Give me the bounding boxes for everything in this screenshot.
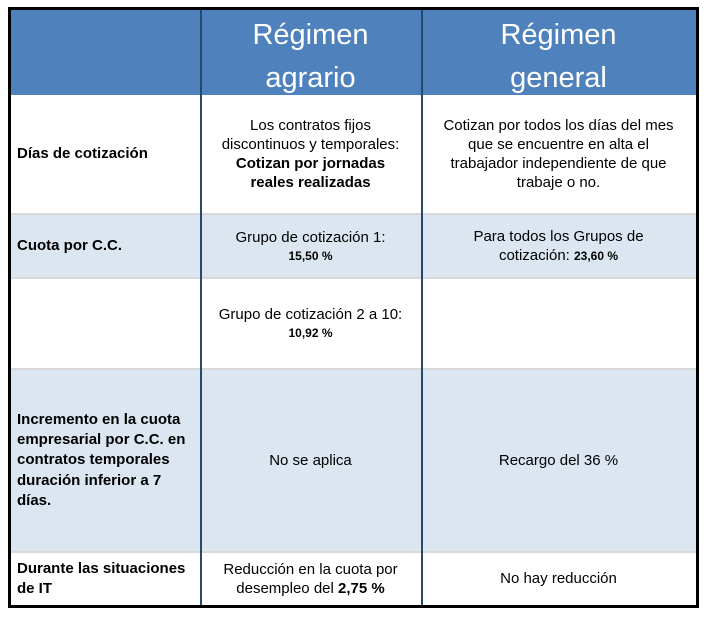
cuota-g2-text: Grupo de cotización 2 a 10: <box>218 306 403 324</box>
header-agrario-line1: Régimen <box>252 19 369 51</box>
it-agrario-value: 2,75 % <box>338 580 385 597</box>
cell-cuota-agrario-g2-content <box>219 305 402 341</box>
cell-it-agrario <box>200 553 421 605</box>
cell-incremento-general <box>421 370 696 551</box>
cell-dias-general <box>421 95 696 213</box>
cell-cuota-agrario-g1-content <box>235 228 385 264</box>
cell-incremento-agrario <box>200 370 421 551</box>
it-agrario-text: Reducción en la cuota por desempleo del <box>223 560 398 597</box>
header-agrario-line2: agrario <box>265 61 356 94</box>
row-incremento <box>11 368 696 551</box>
row-label-incremento-text: Incremento en la cuota empresarial por C.C. en contratos temporales duración inferior a 7 días. <box>17 410 186 509</box>
cuota-general-text: Para todos los Grupos de cotización: <box>473 227 644 264</box>
comparison-table <box>8 7 699 608</box>
header-regimen-general <box>421 10 696 104</box>
dias-agrario-intro: Los contratos fijos discontinuos y temporales: <box>221 116 400 153</box>
header-general-line2: general <box>510 61 607 94</box>
column-divider-2 <box>421 10 423 605</box>
row-label-cuota <box>11 215 200 277</box>
row-label-dias <box>11 95 200 213</box>
row-label-incremento <box>11 370 200 551</box>
cuota-g1-value: 15,50 % <box>288 248 333 263</box>
row-cuota-cc-g2 <box>11 277 696 368</box>
row-label-empty <box>11 279 200 368</box>
column-divider-1 <box>200 10 202 605</box>
cell-cuota-agrario-g1 <box>200 215 421 277</box>
row-cuota-cc <box>11 213 696 277</box>
dias-agrario-bold: Cotizan por jornadas reales realizadas <box>235 155 386 192</box>
row-situaciones-it <box>11 551 696 605</box>
incremento-general-text: Recargo del 36 % <box>498 451 619 469</box>
row-label-it-text: Durante las situaciones de IT <box>17 559 186 597</box>
cell-it-general <box>421 553 696 605</box>
cuota-general-value: 23,60 % <box>574 249 619 263</box>
row-dias-cotizacion <box>11 95 696 213</box>
header-row <box>11 10 696 95</box>
it-general-text: No hay reducción <box>500 570 617 588</box>
cuota-g2-value: 10,92 % <box>288 326 333 341</box>
row-label-dias-text: Días de cotización <box>17 144 148 162</box>
cell-cuota-general <box>421 215 696 277</box>
incremento-agrario-text: No se aplica <box>269 451 352 469</box>
header-regimen-agrario <box>200 10 421 104</box>
cell-cuota-general-content <box>445 227 673 265</box>
header-empty-cell <box>11 10 200 104</box>
cell-dias-agrario-content <box>220 116 402 192</box>
header-general-line1: Régimen <box>500 19 617 51</box>
cell-dias-agrario <box>200 95 421 213</box>
row-label-cuota-text: Cuota por C.C. <box>17 236 122 254</box>
cell-cuota-agrario-g2 <box>200 279 421 368</box>
cell-it-agrario-content <box>210 560 411 598</box>
row-label-it <box>11 553 200 605</box>
cuota-g1-text: Grupo de cotización 1: <box>235 228 386 246</box>
cell-dias-general-content: Cotizan por todos los días del mes que se encuentre en alta el trabajador independiente de que trabaje o no. <box>443 116 674 192</box>
cell-cuota-general-empty <box>421 279 696 368</box>
